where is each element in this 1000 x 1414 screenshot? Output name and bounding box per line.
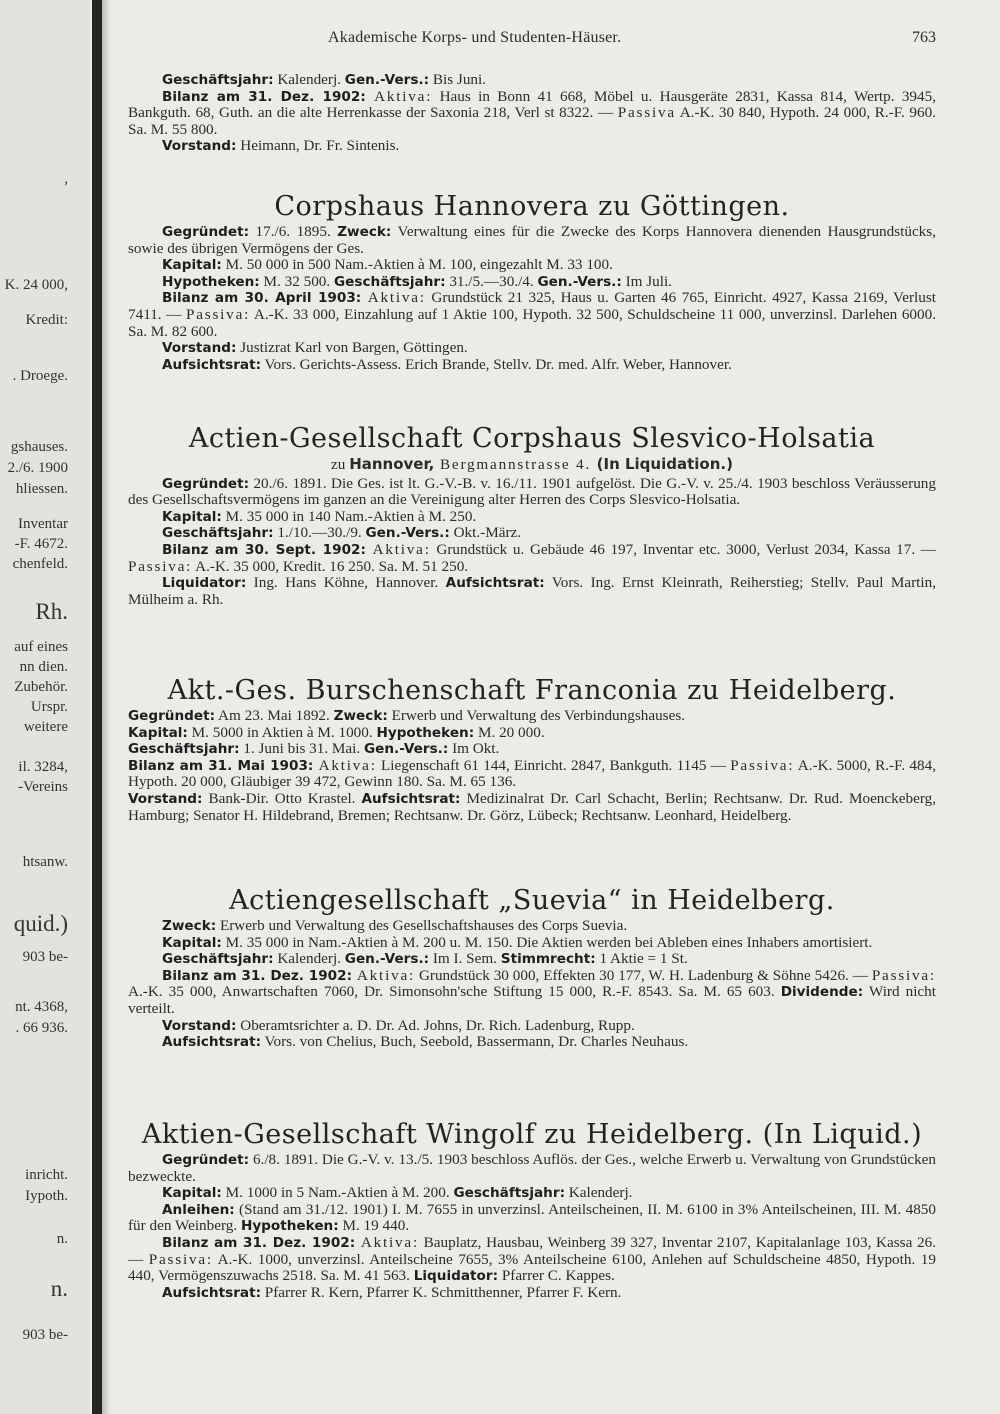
entry-line: Aufsichtsrat: Vors. von Chelius, Buch, Seebold, Bassermann, Dr. Charles Neuhaus. xyxy=(162,1033,689,1051)
entry-line: Bilanz am 31. Dez. 1902: Aktiva: Bauplatz, Hausbau, Weinberg 39 327, Inventar 2107, Kapitalanlage 103, Kassa 26. — Passiva: A.-K. 1000, unverzinsl. Anteilscheine 7655, 3% Anteilscheine 6100, Anlehen auf Schuldscheine 4850, Hypoth. 19 440, Vermögenszuwachs 2518. Sa. M. 41 563. Liquidator: Pfarrer C. Kappes. xyxy=(128,1233,936,1285)
margin-fragment: Iypoth. xyxy=(25,1188,68,1204)
gutter-shadow xyxy=(102,0,110,1414)
book-gutter xyxy=(92,0,102,1414)
entry-line: Aufsichtsrat: Pfarrer R. Kern, Pfarrer K. Schmitthenner, Pfarrer F. Kern. xyxy=(162,1283,622,1301)
margin-fragment: hliessen. xyxy=(15,481,68,497)
margin-fragment: 903 be- xyxy=(22,1327,68,1343)
entry-line: Kapital: M. 35 000 in 140 Nam.-Aktien à M. 250. xyxy=(162,507,477,525)
entry-line: Vorstand: Heimann, Dr. Fr. Sintenis. xyxy=(162,137,400,155)
entry-hannovera xyxy=(128,190,936,373)
margin-fragment: il. 3284, xyxy=(18,759,68,775)
margin-fragment: n. xyxy=(50,1276,68,1301)
entry-title: Aktien-Gesellschaft Wingolf zu Heidelberg. (In Liquid.) xyxy=(141,1119,923,1150)
entry-line: Geschäftsjahr: 1./10.—30./9. Gen.-Vers.: Okt.-März. xyxy=(162,524,522,542)
entry-line: Geschäftsjahr: 1. Juni bis 31. Mai. Gen.-Vers.: Im Okt. xyxy=(128,740,500,758)
margin-fragment: Urspr. xyxy=(30,699,68,715)
margin-fragment: . Droege. xyxy=(12,368,68,384)
margin-fragment: htsanw. xyxy=(22,854,68,870)
entry-line: Geschäftsjahr: Kalenderj. Gen.-Vers.: Im I. Sem. Stimmrecht: 1 Aktie = 1 St. xyxy=(162,950,688,968)
entry-continuation xyxy=(128,72,936,155)
margin-fragment: Zubehör. xyxy=(14,679,68,695)
entry-line: Anleihen: (Stand am 31./12. 1901) I. M. 7655 in unverzinsl. Anteilscheinen, II. M. 6100 in 3% Anteilscheinen, III. M. 4850 für den Weinberg. Hypotheken: M. 19 440. xyxy=(128,1200,936,1235)
entry-slesvico-holsatia xyxy=(128,422,936,608)
margin-fragment: Inventar xyxy=(18,516,68,532)
entry-line: Kapital: M. 35 000 in Nam.-Aktien à M. 200 u. M. 150. Die Aktien werden bei Ableben eines Inhabers amortisiert. xyxy=(162,933,873,951)
margin-fragment: K. 24 000, xyxy=(4,277,68,293)
margin-fragment: auf eines xyxy=(14,639,68,655)
entry-subtitle: zu Hannover, Bergmannstrasse 4. (In Liquidation.) xyxy=(331,455,733,473)
entry-line: Gegründet: 20./6. 1891. Die Ges. ist lt. G.-V.-B. v. 16./11. 1901 aufgelöst. Die G.-V. v. 25./4. 1903 beschloss Veräusserung des Gesellschaftsvermögens im ganzen an die Vereinigung alter Herren des Corps Slesvico-Holsatia. xyxy=(128,474,936,509)
entry-title: Corpshaus Hannovera zu Göttingen. xyxy=(274,191,790,222)
entry-line: Hypotheken: M. 32 500. Geschäftsjahr: 31./5.—30./4. Gen.-Vers.: Im Juli. xyxy=(162,272,672,290)
margin-fragment: Rh. xyxy=(35,599,68,624)
entry-wingolf xyxy=(128,1118,936,1301)
entry-title: Akt.-Ges. Burschenschaft Franconia zu Heidelberg. xyxy=(167,675,897,706)
entry-title: Actiengesellschaft „Suevia“ in Heidelberg. xyxy=(229,885,835,916)
margin-fragment: 2./6. 1900 xyxy=(7,460,68,476)
entry-line: Bilanz am 30. April 1903: Aktiva: Grundstück 21 325, Haus u. Garten 46 765, Einricht. 4927, Kassa 2169, Verlust 7411. — Passiva: A.-K. 33 000, Einzahlung auf 1 Aktie 100, Hypoth. 32 500, Schuldscheine 11 000, unverzinsl. Darlehen 6000. Sa. M. 82 600. xyxy=(128,289,937,340)
margin-fragment: quid.) xyxy=(13,911,68,936)
page-body xyxy=(128,0,936,1414)
entry-line: Vorstand: Justizrat Karl von Bargen, Göttingen. xyxy=(162,339,468,357)
running-title: Akademische Korps- und Studenten-Häuser. xyxy=(328,29,622,46)
entry-line: Bilanz am 30. Sept. 1902: Aktiva: Grundstück u. Gebäude 46 197, Inventar etc. 3000, Verlust 2034, Kassa 17. — Passiva: A.-K. 35 000, Kredit. 16 250. Sa. M. 51 250. xyxy=(128,540,936,575)
entry-line: Kapital: M. 1000 in 5 Nam.-Aktien à M. 200. Geschäftsjahr: Kalenderj. xyxy=(162,1184,633,1202)
entry-franconia xyxy=(128,674,936,824)
entry-line: Kapital: M. 5000 in Aktien à M. 1000. Hypotheken: M. 20 000. xyxy=(128,723,545,741)
margin-fragment: Kredit: xyxy=(25,312,68,328)
entry-suevia xyxy=(128,884,936,1051)
entry-line: Geschäftsjahr: Kalenderj. Gen.-Vers.: Bis Juni. xyxy=(162,71,487,88)
margin-fragment: weitere xyxy=(23,719,68,735)
margin-fragment: -Vereins xyxy=(18,779,68,795)
margin-fragment: , xyxy=(64,171,68,187)
entry-line: Aufsichtsrat: Vors. Gerichts-Assess. Erich Brande, Stellv. Dr. med. Alfr. Weber, Hannover. xyxy=(162,355,732,373)
margin-fragment: inricht. xyxy=(25,1167,68,1183)
entry-line: Kapital: M. 50 000 in 500 Nam.-Aktien à M. 100, eingezahlt M. 33 100. xyxy=(162,256,613,274)
margin-fragment: n. xyxy=(56,1231,68,1247)
entry-line: Bilanz am 31. Mai 1903: Aktiva: Liegenschaft 61 144, Einricht. 2847, Bankguth. 1145 — Passiva: A.-K. 5000, R.-F. 484, Hypoth. 20 000, Gläubiger 39 472, Gewinn 180. Sa. M. 65 136. xyxy=(128,756,936,791)
entry-line: Bilanz am 31. Dez. 1902: Aktiva: Grundstück 30 000, Effekten 30 177, W. H. Ladenburg & Söhne 5426. — Passiva: A.-K. 35 000, Anwartschaften 7060, Dr. Simonsohn'sche Stiftung 15 000, R.-F. 8543. Sa. M. 65 603. Dividende: Wird nicht verteilt. xyxy=(128,966,936,1017)
entry-line: Gegründet: 17./6. 1895. Zweck: Verwaltung eines für die Zwecke des Korps Hannovera dienenden Hausgrundstücks, sowie des übrigen Vermögens der Ges. xyxy=(128,223,936,257)
entry-line: Vorstand: Oberamtsrichter a. D. Dr. Ad. Johns, Dr. Rich. Ladenburg, Rupp. xyxy=(162,1016,635,1034)
entry-line: Liquidator: Ing. Hans Köhne, Hannover. Aufsichtsrat: Vors. Ing. Ernst Kleinrath, Reiherstieg; Stellv. Paul Martin, Mülheim a. Rh. xyxy=(128,574,936,608)
margin-fragment: nn dien. xyxy=(19,659,68,675)
entry-line: Gegründet: Am 23. Mai 1892. Zweck: Erwerb und Verwaltung des Verbindungshauses. xyxy=(128,707,686,724)
entry-line: Zweck: Erwerb und Verwaltung des Gesellschaftshauses des Corps Suevia. xyxy=(162,917,628,934)
entry-line: Gegründet: 6./8. 1891. Die G.-V. v. 13./5. 1903 beschloss Auflös. der Ges., welche Erwerb u. Verwaltung von Grundstücken bezweckte. xyxy=(128,1151,936,1185)
entry-line: Bilanz am 31. Dez. 1902: Aktiva: Haus in Bonn 41 668, Möbel u. Hausgeräte 2831, Kassa 814, Wertp. 3945, Bankguth. 68, Guth. an die alte Herrenkasse der Saxonia 218, Verl st 8322. — Passiva A.-K. 30 840, Hypoth. 24 000, R.-F. 960. Sa. M. 55 800. xyxy=(128,87,937,138)
margin-fragment: 903 be- xyxy=(22,949,68,965)
entry-title: Actien-Gesellschaft Corpshaus Slesvico-Holsatia xyxy=(188,423,876,454)
margin-fragment: . 66 936. xyxy=(15,1020,68,1036)
page-number: 763 xyxy=(912,29,936,46)
entry-line: Vorstand: Bank-Dir. Otto Krastel. Aufsichtsrat: Medizinalrat Dr. Carl Schacht, Berlin; Rechtsanw. Dr. Rud. Moenckeberg, Hamburg; Senator H. Hildebrand, Bremen; Rechtsanw. Dr. Görz, Lübeck; Rechtsanw. Leonhard, Heidelberg. xyxy=(128,789,936,824)
margin-fragment: gshauses. xyxy=(10,439,68,455)
margin-fragment: -F. 4672. xyxy=(14,536,68,552)
margin-fragment: chenfeld. xyxy=(12,556,68,572)
margin-fragment: nt. 4368, xyxy=(15,999,68,1015)
